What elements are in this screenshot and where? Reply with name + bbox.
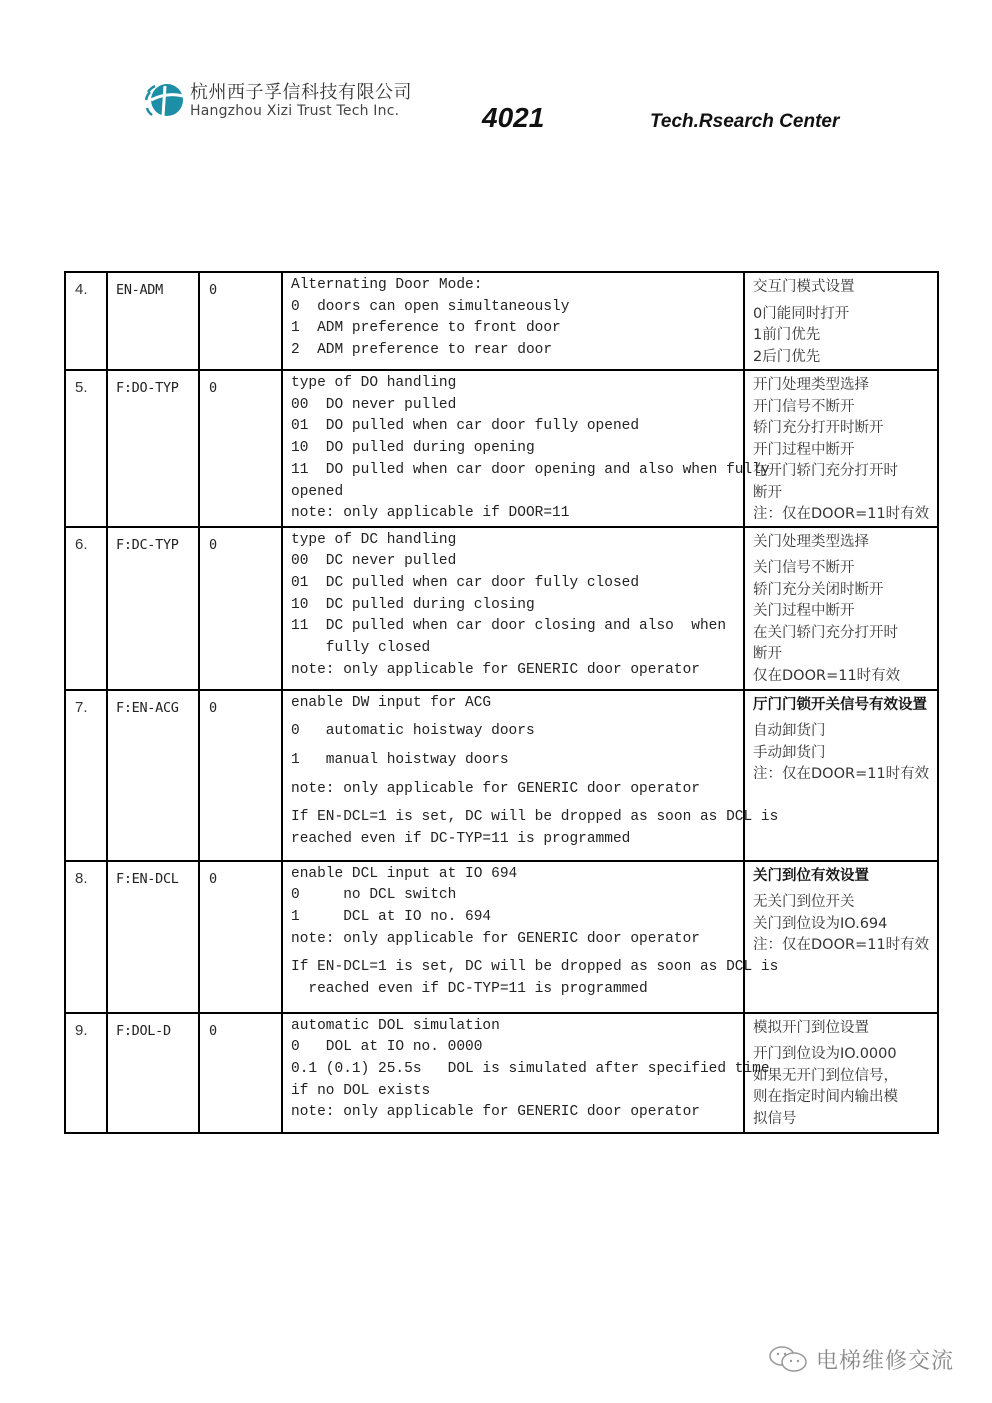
param-name: EN-ADM bbox=[116, 282, 163, 298]
table-row bbox=[65, 690, 938, 861]
department-name: Tech.Rsearch Center bbox=[650, 111, 840, 132]
param-default-cell bbox=[199, 370, 282, 527]
chinese-line: 轿门充分关闭时断开 bbox=[753, 581, 884, 598]
description-line: 0.1 (0.1) 25.5s DOL is simulated after specified time bbox=[291, 1060, 770, 1077]
description-line: Alternating Door Mode: bbox=[291, 277, 483, 293]
parameter-table bbox=[64, 271, 939, 1134]
chinese-title: 关门处理类型选择 bbox=[753, 533, 869, 550]
chinese-line: 则在指定时间内输出模 bbox=[753, 1089, 898, 1105]
param-name: F:DOL-D bbox=[116, 1022, 171, 1039]
description-line: 01 DO pulled when car door fully opened bbox=[291, 418, 640, 435]
description-line: 0 automatic hoistway doors bbox=[291, 723, 535, 740]
description-line: opened bbox=[291, 483, 344, 500]
document-number: 4021 bbox=[482, 102, 545, 133]
param-name: F:DO-TYP bbox=[116, 380, 179, 396]
table-row bbox=[65, 1013, 938, 1133]
chinese-line: 开门信号不断开 bbox=[753, 398, 855, 415]
chinese-line: 无关门到位开关 bbox=[753, 894, 855, 910]
description-line: 10 DO pulled during opening bbox=[291, 440, 535, 457]
description-line: 00 DC never pulled bbox=[291, 553, 457, 570]
description-line: 10 DC pulled during closing bbox=[291, 596, 535, 613]
param-default-cell bbox=[199, 527, 282, 690]
chinese-line: 在关门轿门充分打开时 bbox=[753, 624, 898, 641]
param-index: 8. bbox=[75, 869, 88, 887]
company-name-en: Hangzhou Xizi Trust Tech Inc. bbox=[190, 103, 400, 119]
description-line: 1 DCL at IO no. 694 bbox=[291, 908, 492, 925]
param-index-cell bbox=[65, 1013, 107, 1133]
param-chinese-cell bbox=[744, 1013, 938, 1133]
param-default-cell bbox=[199, 690, 282, 861]
chinese-line: 注：仅在DOOR=11时有效 bbox=[753, 766, 930, 782]
param-name-cell bbox=[107, 1013, 199, 1133]
param-name-cell bbox=[107, 370, 199, 527]
chinese-title: 模拟开门到位设置 bbox=[753, 1019, 869, 1036]
param-default-value: 0 bbox=[209, 536, 218, 553]
chinese-line: 开门到位设为IO.0000 bbox=[753, 1046, 897, 1062]
param-name: F:EN-DCL bbox=[116, 870, 179, 887]
chinese-line: 关门过程中断开 bbox=[753, 603, 855, 619]
chinese-line: 自动卸货门 bbox=[753, 723, 826, 739]
description-line: 11 DO pulled when car door opening and also when fully bbox=[291, 461, 770, 478]
chinese-line: 开门过程中断开 bbox=[753, 441, 855, 458]
chinese-line: 1前门优先 bbox=[753, 327, 821, 343]
description-line: 0 doors can open simultaneously bbox=[291, 298, 570, 315]
description-line: type of DC handling bbox=[291, 531, 457, 548]
param-chinese-cell bbox=[744, 690, 938, 861]
param-name-cell bbox=[107, 527, 199, 690]
table-row bbox=[65, 527, 938, 690]
param-index: 9. bbox=[75, 1021, 88, 1039]
param-description-cell bbox=[282, 1013, 770, 1133]
chinese-line: 2后门优先 bbox=[753, 348, 821, 365]
param-default-cell bbox=[199, 1013, 282, 1133]
description-line: note: only applicable for GENERIC door operator bbox=[291, 1104, 700, 1121]
chinese-line: 拟信号 bbox=[753, 1110, 797, 1127]
param-index-cell bbox=[65, 690, 107, 861]
chinese-line: 手动卸货门 bbox=[753, 744, 826, 761]
description-line: 00 DO never pulled bbox=[291, 396, 457, 413]
param-index: 6. bbox=[75, 535, 88, 553]
description-line: 0 DOL at IO no. 0000 bbox=[291, 1039, 483, 1056]
description-line: If EN-DCL=1 is set, DC will be dropped as soon as DCL is bbox=[291, 959, 779, 976]
param-description-cell bbox=[282, 690, 779, 861]
chinese-line: 关门信号不断开 bbox=[753, 560, 855, 576]
chinese-line: 注：仅在DOOR=11时有效 bbox=[753, 937, 930, 953]
description-line: reached even if DC-TYP=11 is programmed bbox=[291, 831, 631, 848]
description-line: type of DO handling bbox=[291, 375, 457, 391]
table-row bbox=[65, 272, 938, 370]
param-name: F:DC-TYP bbox=[116, 536, 179, 553]
chinese-title: 关门到位有效设置 bbox=[753, 867, 869, 884]
description-line: note: only applicable if DOOR=11 bbox=[291, 505, 570, 522]
param-chinese-cell bbox=[744, 272, 938, 370]
param-name-cell bbox=[107, 690, 199, 861]
param-description-cell bbox=[282, 527, 744, 690]
param-index: 7. bbox=[75, 698, 88, 716]
chinese-line: 仅在DOOR=11时有效 bbox=[753, 667, 901, 684]
table-row bbox=[65, 370, 938, 527]
param-default-value: 0 bbox=[209, 1022, 218, 1039]
param-description-cell bbox=[282, 272, 744, 370]
description-line: note: only applicable for GENERIC door operator bbox=[291, 930, 700, 947]
chinese-title: 开门处理类型选择 bbox=[753, 377, 869, 393]
description-line: if no DOL exists bbox=[291, 1082, 431, 1099]
description-line: enable DW input for ACG bbox=[291, 694, 492, 711]
chinese-line: 关门到位设为IO.694 bbox=[753, 915, 888, 932]
param-default-value: 0 bbox=[209, 699, 218, 716]
param-default-value: 0 bbox=[209, 380, 218, 396]
param-index-cell bbox=[65, 527, 107, 690]
description-line: note: only applicable for GENERIC door operator bbox=[291, 661, 700, 678]
description-line: 2 ADM preference to rear door bbox=[291, 342, 553, 359]
param-name: F:EN-ACG bbox=[116, 699, 179, 716]
param-name-cell bbox=[107, 861, 199, 1013]
description-line: 0 no DCL switch bbox=[291, 887, 457, 904]
chinese-line: 在开门轿门充分打开时 bbox=[753, 463, 898, 479]
chinese-line: 断开 bbox=[753, 646, 782, 662]
chinese-line: 轿门充分打开时断开 bbox=[753, 420, 884, 436]
wechat-icon bbox=[768, 1344, 810, 1374]
description-line: reached even if DC-TYP=11 is programmed bbox=[291, 981, 648, 998]
chinese-title: 厅门门锁开关信号有效设置 bbox=[753, 696, 927, 713]
param-chinese-cell bbox=[744, 527, 938, 690]
param-default-value: 0 bbox=[209, 870, 218, 887]
description-line: 1 ADM preference to front door bbox=[291, 320, 561, 337]
param-description-cell bbox=[282, 861, 779, 1013]
param-default-value: 0 bbox=[209, 282, 218, 298]
description-line: fully closed bbox=[291, 640, 431, 657]
watermark-text: 电梯维修交流 bbox=[816, 1349, 955, 1374]
company-logo-icon bbox=[145, 80, 185, 120]
chinese-line: 0门能同时打开 bbox=[753, 305, 850, 322]
param-index: 4. bbox=[75, 281, 88, 298]
company-name-cn: 杭州西子孚信科技有限公司 bbox=[190, 82, 412, 103]
param-index-cell bbox=[65, 272, 107, 370]
param-index-cell bbox=[65, 861, 107, 1013]
param-default-cell bbox=[199, 861, 282, 1013]
description-line: If EN-DCL=1 is set, DC will be dropped as soon as DCL is bbox=[291, 809, 779, 826]
description-line: 01 DC pulled when car door fully closed bbox=[291, 574, 640, 591]
param-name-cell bbox=[107, 272, 199, 370]
description-line: 1 manual hoistway doors bbox=[291, 751, 509, 768]
description-line: 11 DC pulled when car door closing and also when bbox=[291, 618, 727, 635]
chinese-title: 交互门模式设置 bbox=[753, 279, 855, 295]
param-default-cell bbox=[199, 272, 282, 370]
description-line: enable DCL input at IO 694 bbox=[291, 865, 518, 882]
description-line: automatic DOL simulation bbox=[291, 1017, 500, 1034]
description-line: note: only applicable for GENERIC door operator bbox=[291, 780, 700, 797]
company-logo bbox=[140, 72, 412, 128]
chinese-line: 断开 bbox=[753, 484, 782, 501]
param-index-cell bbox=[65, 370, 107, 527]
chinese-line: 注：仅在DOOR=11时有效 bbox=[753, 506, 930, 522]
chinese-line: 如果无开门到位信号， bbox=[753, 1067, 898, 1084]
param-chinese-cell bbox=[744, 370, 938, 527]
param-index: 5. bbox=[75, 379, 88, 396]
param-chinese-cell bbox=[744, 861, 938, 1013]
table-row bbox=[65, 861, 938, 1013]
